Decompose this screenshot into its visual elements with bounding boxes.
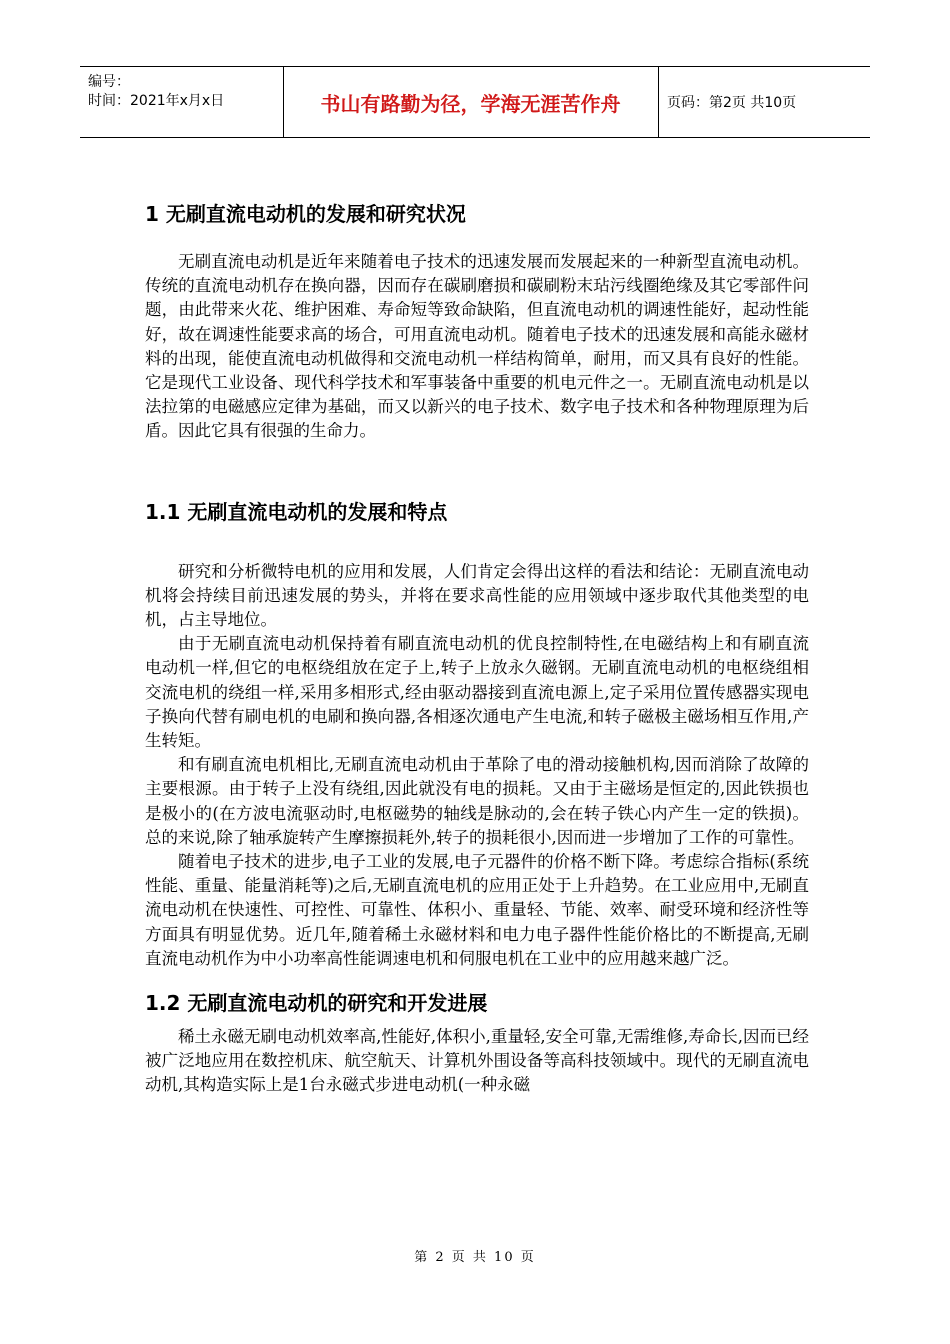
header-meta [88,73,224,111]
paragraph: 由于无刷直流电动机保持着有刷直流电动机的优良控制特性,在电磁结构上和有刷直流电动机一样,但它的电枢绕组放在定子上,转子上放永久磁钢。无刷直流电动机的电枢绕组相交流电机的绕组一样,采用多相形式,经由驱动器接到直流电源上,定子采用位置传感器实现电子换向代替有刷电机的电刷和换向器,各相逐次通电产生电流,和转子磁极主磁场相互作用,产生转矩。 [145,634,809,751]
section-title-1: 1 无刷直流电动机的发展和研究状况 [145,202,466,226]
section-title-1-2: 1.2 无刷直流电动机的研究和开发进展 [145,991,488,1016]
paragraph: 和有刷直流电机相比,无刷直流电动机由于革除了电的滑动接触机构,因而消除了故障的主要根源。由于转子上没有绕组,因此就没有电的损耗。又由于主磁场是恒定的,因此铁损也是极小的(在方波电流驱动时,电枢磁势的轴线是脉动的,会在转子铁心内产生一定的铁损)。总的来说,除了轴承旋转产生摩擦损耗外,转子的损耗很小,因而进一步增加了工作的可靠性。 [145,755,809,847]
document-body [145,200,809,1098]
time-label: 时间：2021年x月x日 [88,93,225,109]
number-label: 编号： [88,74,130,90]
header-divider [658,67,659,137]
paragraph: 随着电子技术的进步,电子工业的发展,电子元器件的价格不断下降。考虑综合指标(系统性能、重量、能量消耗等)之后,无刷直流电机的应用正处于上升趋势。在工业应用中,无刷直流电动机在快速性、可控性、可靠性、体积小、重量轻、节能、效率、耐受环境和经济性等方面具有明显优势。近几年,随着稀土永磁材料和电力电子器件性能价格比的不断提高,无刷直流电动机作为中小功率高性能调速电机和伺服电机在工业中的应用越来越广泛。 [145,852,809,968]
paragraph: 无刷直流电动机是近年来随着电子技术的迅速发展而发展起来的一种新型直流电动机。传统的直流电动机存在换向器，因而存在碳刷磨损和碳刷粉末玷污线圈绝缘及其它零部件问题，由此带来火花、维护困难、寿命短等致命缺陷，但直流电动机的调速性能好，起动性能好，故在调速性能要求高的场合，可用直流电动机。随着电子技术的迅速发展和高能永磁材料的出现，能使直流电动机做得和交流电动机一样结构简单，耐用，而又具有良好的性能。它是现代工业设备、现代科学技术和军事装备中重要的机电元件之一。无刷直流电动机是以法拉第的电磁感应定律为基础，而又以新兴的电子技术、数字电子技术和各种物理原理为后盾。因此它具有很强的生命力。 [145,252,809,441]
header-page-info: 页码：第2页 共10页 [667,95,797,111]
page-header [80,66,870,138]
section-title-1-1: 1.1 无刷直流电动机的发展和特点 [145,499,448,524]
paragraph: 稀土永磁无刷电动机效率高,性能好,体积小,重量轻,安全可靠,无需维修,寿命长,因而已经被广泛地应用在数控机床、航空航天、计算机外围设备等高科技领域中。现代的无刷直流电动机,其构造实际上是1台永磁式步进电动机(一种永磁 [145,1027,809,1095]
header-motto: 书山有路勤为径，学海无涯苦作舟 [320,91,621,116]
paragraph: 研究和分析微特电机的应用和发展，人们肯定会得出这样的看法和结论：无刷直流电动机将会持续目前迅速发展的势头，并将在要求高性能的应用领域中逐步取代其他类型的电机，占主导地位。 [145,561,809,630]
page-footer: 第 2 页 共 10 页 [414,1250,536,1265]
